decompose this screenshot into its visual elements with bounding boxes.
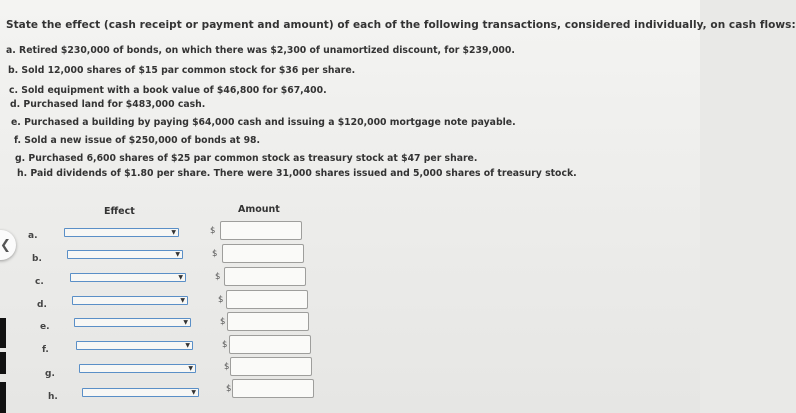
currency-symbol: $ <box>226 384 232 394</box>
chevron-down-icon: ▼ <box>185 342 190 349</box>
transaction-b: b. Sold 12,000 shares of $15 par common stock for $36 per share. <box>8 65 356 76</box>
chevron-down-icon: ▼ <box>180 297 185 304</box>
row-label-e: e. <box>40 322 50 332</box>
chevron-down-icon: ▼ <box>178 274 183 281</box>
effect-select-g[interactable] <box>79 364 196 373</box>
row-label-d: d. <box>37 300 47 310</box>
effect-select-c[interactable] <box>70 273 186 282</box>
row-label-a: a. <box>28 231 38 241</box>
effect-column-header: Effect <box>104 206 135 217</box>
currency-symbol: $ <box>218 295 224 305</box>
row-label-g: g. <box>45 369 55 379</box>
chevron-down-icon: ▼ <box>191 389 196 396</box>
row-label-b: b. <box>32 254 42 264</box>
chevron-down-icon: ▼ <box>188 365 193 372</box>
row-label-f: f. <box>42 345 49 355</box>
transaction-e: e. Purchased a building by paying $64,000 cash and issuing a $120,000 mortgage note payable. <box>11 117 516 128</box>
screen-edge-mark <box>0 352 6 374</box>
screen-edge-mark <box>0 318 6 348</box>
row-label-c: c. <box>35 277 44 287</box>
transaction-d: d. Purchased land for $483,000 cash. <box>10 99 206 110</box>
currency-symbol: $ <box>212 249 218 259</box>
effect-select-b[interactable] <box>67 250 183 259</box>
row-label-h: h. <box>48 392 58 402</box>
effect-select-d[interactable] <box>72 296 188 305</box>
amount-input-d[interactable] <box>226 290 308 309</box>
effect-select-a[interactable] <box>64 228 179 237</box>
previous-button[interactable] <box>0 230 16 260</box>
amount-column-header: Amount <box>238 204 280 215</box>
amount-input-a[interactable] <box>220 221 302 240</box>
effect-select-h[interactable] <box>82 388 199 397</box>
chevron-down-icon: ▼ <box>171 229 176 236</box>
currency-symbol: $ <box>220 317 226 327</box>
transaction-h: h. Paid dividends of $1.80 per share. There were 31,000 shares issued and 5,000 shares of treasury stock. <box>17 168 577 179</box>
currency-symbol: $ <box>215 272 221 282</box>
effect-select-f[interactable] <box>76 341 193 350</box>
chevron-down-icon: ▼ <box>175 251 180 258</box>
question-prompt: State the effect (cash receipt or payment and amount) of each of the following transactions, considered individually, on cash flows: <box>6 19 796 31</box>
transaction-f: f. Sold a new issue of $250,000 of bonds at 98. <box>14 135 261 146</box>
effect-select-e[interactable] <box>74 318 191 327</box>
amount-input-f[interactable] <box>229 335 311 354</box>
currency-symbol: $ <box>222 340 228 350</box>
transaction-a: a. Retired $230,000 of bonds, on which there was $2,300 of unamortized discount, for $239,000. <box>6 45 515 56</box>
amount-input-b[interactable] <box>222 244 304 263</box>
chevron-down-icon: ▼ <box>183 319 188 326</box>
amount-input-h[interactable] <box>232 379 314 398</box>
amount-input-e[interactable] <box>227 312 309 331</box>
amount-input-g[interactable] <box>230 357 312 376</box>
screen-edge-mark <box>0 382 6 413</box>
transaction-c: c. Sold equipment with a book value of $46,800 for $67,400. <box>9 85 327 96</box>
currency-symbol: $ <box>224 362 230 372</box>
amount-input-c[interactable] <box>224 267 306 286</box>
chevron-left-icon: ❮ <box>0 238 11 253</box>
currency-symbol: $ <box>210 226 216 236</box>
transaction-g: g. Purchased 6,600 shares of $25 par common stock as treasury stock at $47 per share. <box>15 153 478 164</box>
